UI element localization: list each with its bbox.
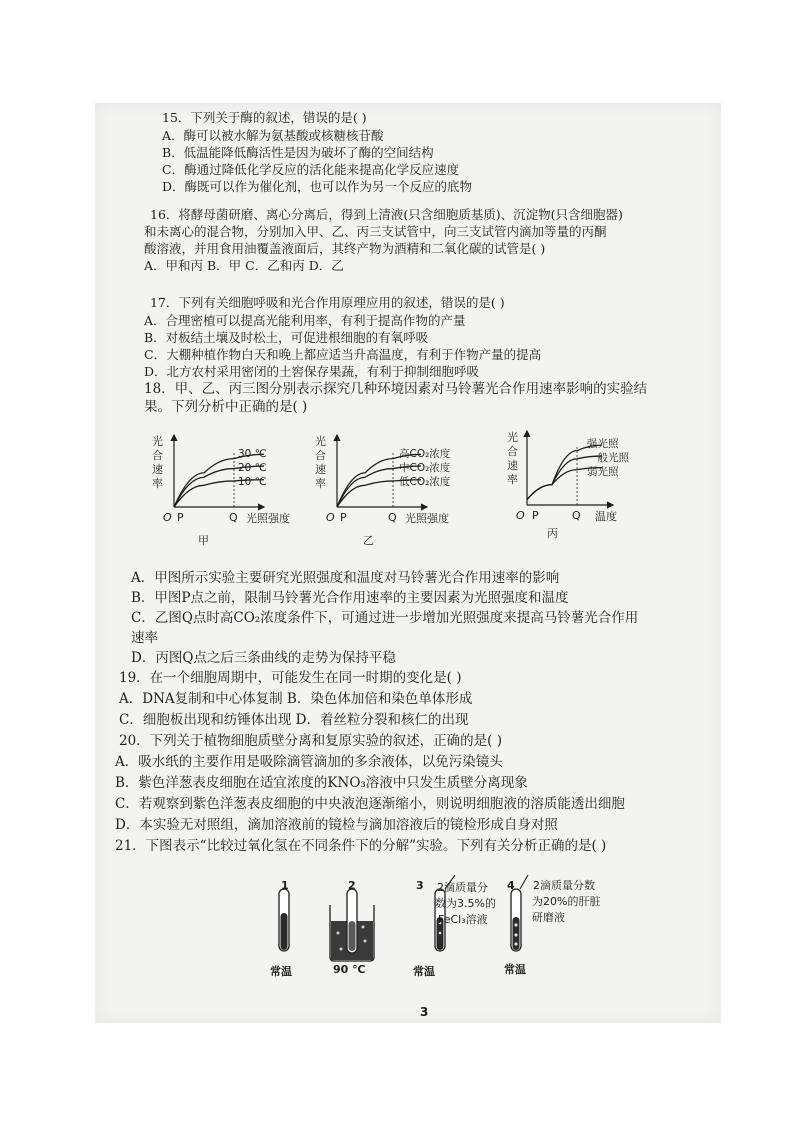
q15-option-c: C．酶通过降低化学反应的活化能来提高化学反应速度	[162, 162, 460, 177]
tube-3-note-3: FeCl₃溶液	[438, 913, 488, 926]
chart-jia-p-label: P	[177, 511, 184, 524]
chart-yi-xlabel: 光照强度	[405, 512, 449, 525]
q20-option-b: B．紫色洋葱表皮细胞在适宜浓度的KNO₃溶液中只发生质壁分离现象	[115, 775, 528, 791]
q20-stem: 20．下列关于植物细胞质壁分离和复原实验的叙述，正确的是( )	[119, 733, 503, 749]
chart-bing-caption: 丙	[547, 527, 558, 540]
tube-3-number: 3	[416, 879, 424, 892]
q21-stem: 21．下图表示“比较过氧化氢在不同条件下的分解”实验。下列有关分析正确的是( )	[115, 838, 607, 854]
q17-option-b: B．对板结土壤及时松土，可促进根细胞的有氧呼吸	[144, 330, 429, 345]
chart-bing-q-label: Q	[572, 509, 581, 522]
chart-yi-legend-high: 高CO₂浓度	[399, 448, 451, 460]
chart-yi-ylabel-0: 光	[315, 435, 326, 448]
q16-options: A．甲和丙 B．甲 C．乙和丙 D．乙	[144, 258, 344, 273]
tube-4-note-1: 2滴质量分数	[533, 879, 595, 892]
chart-bing-ylabel-0: 光	[507, 431, 518, 444]
q15-option-b: B．低温能降低酶活性是因为破坏了酶的空间结构	[162, 145, 434, 160]
tube-4-number: 4	[507, 879, 515, 892]
q19-options-ab: A．DNA复制和中心体复制 B．染色体加倍和染色单体形成	[119, 691, 473, 707]
tube-1	[279, 889, 289, 951]
q15-option-d: D．酶既可以作为催化剂，也可以作为另一个反应的底物	[162, 179, 473, 194]
q15-option-a: A．酶可以被水解为氨基酸或核糖核苷酸	[162, 128, 384, 143]
tube-4-note-2: 为20%的肝脏	[532, 895, 601, 908]
q15-stem: 15．下列关于酶的叙述，错误的是( )	[162, 110, 367, 125]
q20-option-c: C．若观察到紫色洋葱表皮细胞的中央液泡逐渐缩小，则说明细胞液的溶质能透出细胞	[115, 796, 625, 812]
chart-yi-legend-low: 低CO₂浓度	[399, 476, 451, 488]
chart-bing-ylabel-3: 率	[507, 473, 518, 486]
chart-jia-q-label: Q	[229, 511, 238, 524]
tube-1-temp: 常温	[270, 965, 292, 978]
chart-bing-origin-label: O	[516, 509, 525, 522]
chart-yi-origin-label: O	[326, 511, 335, 524]
q19-stem: 19．在一个细胞周期中，可能发生在同一时期的变化是( )	[119, 670, 462, 686]
q16-line-3: 酸溶液，并用食用油覆盖液面后，其终产物为酒精和二氧化碳的试管是( )	[144, 241, 546, 256]
q18-option-b: B．甲图P点之前，限制马铃薯光合作用速率的主要因素为光照强度和温度	[131, 590, 569, 606]
chart-jia-legend-10: 10 ℃	[238, 476, 267, 488]
q20-option-a: A．吸水纸的主要作用是吸除滴管滴加的多余液体，以免污染镜头	[115, 754, 503, 770]
tube-2-number: 2	[348, 879, 356, 892]
chart-jia-ylabel-2: 速	[152, 463, 163, 476]
tube-2-temp: 90 ℃	[333, 963, 366, 976]
chart-jia	[150, 431, 330, 547]
tube-4-note-3: 研磨液	[532, 911, 565, 924]
chart-yi-ylabel-2: 速	[315, 463, 326, 476]
q18-stem-line-2: 果。下列分析中正确的是( )	[144, 399, 308, 415]
chart-bing-legend-weak: 弱光照	[587, 466, 619, 478]
tube-3-note-2: 数为3.5%的	[435, 897, 496, 910]
tube-4-temp: 常温	[504, 963, 526, 976]
q16-line-1: 16．将酵母菌研磨、离心分离后，得到上清液(只含细胞质基质)、沉淀物(只含细胞器)	[150, 207, 623, 222]
chart-yi-ylabel-1: 合	[315, 449, 326, 462]
tube-3-note-1: 2滴质量分	[437, 881, 488, 894]
q18-option-a: A．甲图所示实验主要研究光照强度和温度对马铃薯光合作用速率的影响	[131, 570, 560, 586]
chart-jia-legend-20: 20 ℃	[238, 462, 267, 474]
beaker-2	[330, 889, 374, 961]
chart-bing-legend-normal: 一般光照	[587, 452, 629, 464]
chart-jia-origin-label: O	[163, 511, 172, 524]
chart-jia-caption: 甲	[198, 534, 209, 547]
chart-bing-p-label: P	[532, 509, 539, 522]
q18-option-c-cont: 速率	[131, 630, 158, 646]
chart-yi-legend-mid: 中CO₂浓度	[399, 462, 451, 474]
chart-jia-ylabel-3: 率	[152, 477, 163, 490]
q18-stem-line-1: 18．甲、乙、丙三图分别表示探究几种环境因素对马铃薯光合作用速率影响的实验结	[144, 381, 648, 397]
chart-bing-xlabel: 温度	[595, 510, 617, 523]
q17-option-a: A．合理密植可以提高光能利用率，有利于提高作物的产量	[144, 313, 466, 328]
tube-3-temp: 常温	[413, 965, 435, 978]
exam-paper	[95, 103, 721, 1023]
chart-yi-ylabel-3: 率	[315, 477, 326, 490]
q16-line-2: 和未离心的混合物，分别加入甲、乙、丙三支试管中，向三支试管内滴加等量的丙酮	[144, 224, 607, 239]
tube-1-number: 1	[281, 879, 289, 892]
chart-bing-legend-strong: 强光照	[587, 438, 619, 450]
q17-option-c: C．大棚种植作物白天和晚上都应适当升高温度，有利于作物产量的提高	[144, 347, 542, 362]
q20-option-d: D．本实验无对照组，滴加溶液前的镜检与滴加溶液后的镜检形成自身对照	[115, 817, 558, 833]
chart-yi	[313, 431, 493, 547]
q18-option-d: D．丙图Q点之后三条曲线的走势为保持平稳	[131, 650, 396, 666]
chart-bing-ylabel-1: 合	[507, 445, 518, 458]
page-number: 3	[420, 1005, 429, 1019]
q19-options-cd: C．细胞板出现和纺锤体出现 D．着丝粒分裂和核仁的出现	[119, 712, 469, 728]
q21-apparatus	[265, 875, 565, 975]
chart-yi-q-label: Q	[388, 511, 397, 524]
q18-option-c: C．乙图Q点时高CO₂浓度条件下，可通过进一步增加光照强度来提高马铃薯光合作用	[131, 610, 639, 626]
chart-yi-p-label: P	[340, 511, 347, 524]
q17-option-d: D．北方农村采用密闭的土窖保存果蔬，有利于抑制细胞呼吸	[144, 364, 480, 379]
chart-jia-legend-30: 30 ℃	[238, 448, 267, 460]
chart-jia-ylabel-1: 合	[152, 449, 163, 462]
chart-yi-caption: 乙	[363, 534, 374, 547]
chart-bing	[505, 425, 675, 541]
chart-jia-ylabel-0: 光	[152, 435, 163, 448]
chart-bing-ylabel-2: 速	[507, 459, 518, 472]
chart-jia-xlabel: 光照强度	[246, 512, 290, 525]
q17-stem: 17．下列有关细胞呼吸和光合作用原理应用的叙述，错误的是( )	[150, 295, 505, 310]
